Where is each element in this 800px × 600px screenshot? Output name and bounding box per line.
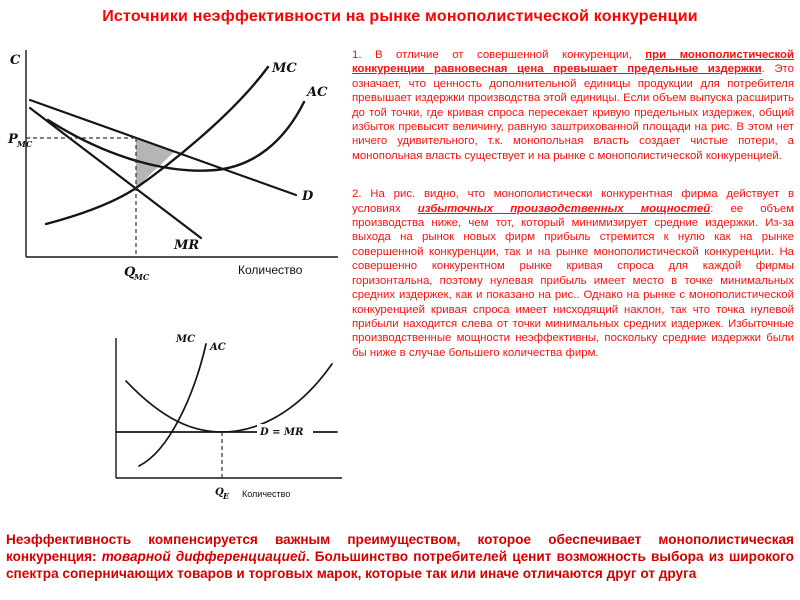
paragraph-1-emphasis: при монополистической конкуренции равновесная цена превышает предельные издержки <box>352 49 794 76</box>
paragraph-2-suffix: : ее объем производства ниже, чем тот, который минимизирует средние издержки. Из-за выхода на рынок новых фирм прибыль стремится к нулю как на рынке совершенной конкуренции, так и на рынке монополистической конкуренции. На совершенно конкурентном рынке кривая спроса для каждой фирмы горизонтальна, поэтому нулевая прибыль имеет место в точке минимальных средних издержек, как и показано на рис.. Однако на рынке с монополистической конкуренцией кривая спроса имеет нисходящий наклон, так что точка нулевой прибыли находится слева от точки минимальных средних издержек. Избыточные производственные мощности неэффективны, поскольку средние издержки были бы ниже в случае большего количества фирм. <box>352 202 794 359</box>
footer-emphasis: товарной дифференциацией <box>101 549 306 564</box>
ac-label: AC <box>307 85 328 100</box>
paragraph-1 <box>352 48 794 163</box>
footer-prefix: Неэффективность компенсируется важным преимуществом, которое обеспечивает монополистическая конкуренция: <box>6 532 794 564</box>
quantity-mc-subscript: MC <box>134 272 150 282</box>
perfect-competition-diagram <box>94 326 352 520</box>
quantity-e-subscript: E <box>223 491 230 501</box>
d-equals-mr-label: D = MR <box>260 427 304 438</box>
paragraph-2-emphasis: избыточных производственных мощностей <box>417 202 711 215</box>
y-axis-label: C <box>10 53 21 68</box>
quantity-e-label: Q <box>215 487 224 498</box>
monopolistic-competition-diagram <box>6 42 348 294</box>
quantity-mc-label: Q <box>124 265 136 280</box>
x-axis-label: Количество <box>242 489 291 499</box>
paragraph-2-prefix: 2. На рис. видно, что монополистически конкурентная фирма действует в условиях <box>352 188 794 215</box>
marginal-revenue-curve <box>30 108 201 238</box>
paragraph-1-suffix: . Это означает, что ценность дополнительной единицы продукции для потребителя превышает издержки производства этой единицы. Если объем выпуска расширить до той точки, где кривая спроса пересекает кривую предельных издержек, общий избыток превысит величину, равную заштрихованной площади на рис. В этом нет ничего удивительного, т.к. монопольная власть создает чистые потери, а монопольная власть существует и на рынке с монополистической конкуренцией. <box>352 63 794 162</box>
paragraph-2 <box>352 187 794 360</box>
footer-paragraph <box>6 531 794 582</box>
d-label: D <box>302 189 314 204</box>
demand-curve <box>30 100 296 195</box>
monopolistic-competition-svg <box>6 42 348 294</box>
price-mc-subscript: MC <box>17 139 33 149</box>
paragraph-1-prefix: 1. В отличие от совершенной конкуренции, <box>352 49 646 61</box>
mr-label: MR <box>174 238 200 253</box>
x-axis-label: Количество <box>238 263 303 277</box>
mc-label: MC <box>176 334 196 345</box>
text-column <box>352 48 794 384</box>
perfect-competition-svg <box>94 326 352 520</box>
average-cost-curve <box>48 102 304 171</box>
footer-suffix: . Большинство потребителей ценит возможность выбора из широкого спектра соперничающих товаров и торговых марок, которые так или иначе отличаются друг от друга <box>6 549 794 581</box>
page-title: Источники неэффективности на рынке монополистической конкуренции <box>102 8 698 25</box>
average-cost-curve <box>126 364 332 432</box>
price-mc-label: P <box>8 132 18 147</box>
marginal-cost-curve <box>139 344 206 466</box>
ac-label: AC <box>210 342 226 353</box>
mc-label: MC <box>272 61 297 76</box>
